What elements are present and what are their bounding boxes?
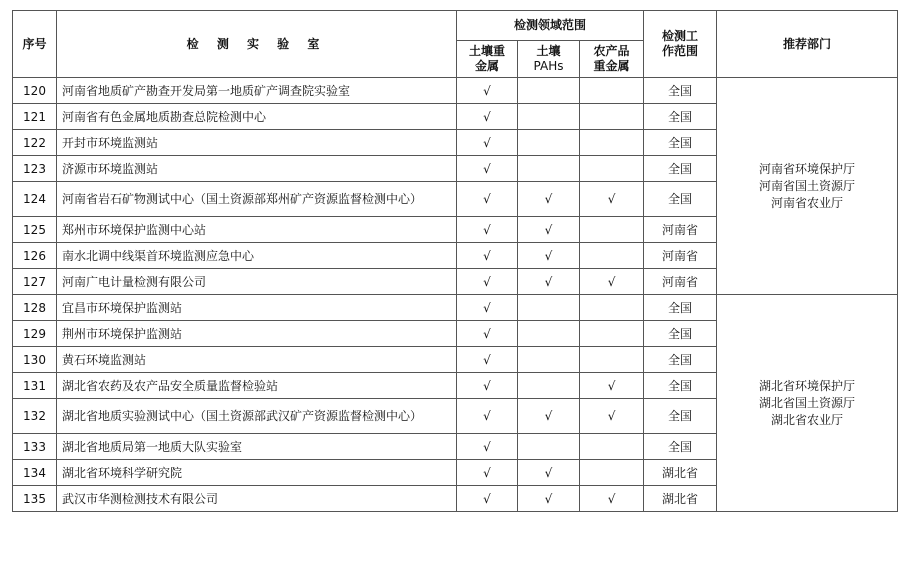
lab-name: 南水北调中线渠首环境监测应急中心: [57, 243, 457, 269]
row-number: 133: [13, 434, 57, 460]
header-lab: 检 测 实 验 室: [57, 11, 457, 78]
check-soil-metal-cell: √: [457, 486, 518, 512]
header-agri-metal: [580, 41, 644, 78]
table-row: [13, 295, 898, 321]
check-agri-cell: [580, 321, 644, 347]
check-agri-cell: [580, 104, 644, 130]
lab-name: 济源市环境监测站: [57, 156, 457, 182]
lab-name: 河南广电计量检测有限公司: [57, 269, 457, 295]
check-soil-metal-cell: √: [457, 243, 518, 269]
row-number: 121: [13, 104, 57, 130]
check-pahs-cell: √: [518, 460, 580, 486]
table-body: [13, 78, 898, 512]
work-scope: 河南省: [644, 217, 717, 243]
check-agri-cell: [580, 156, 644, 182]
check-agri-cell: [580, 130, 644, 156]
lab-name: 湖北省地质局第一地质大队实验室: [57, 434, 457, 460]
row-number: 123: [13, 156, 57, 182]
lab-name: 黄石环境监测站: [57, 347, 457, 373]
check-pahs-cell: √: [518, 182, 580, 217]
check-soil-metal-cell: √: [457, 78, 518, 104]
lab-name: 河南省岩石矿物测试中心（国土资源部郑州矿产资源监督检测中心）: [57, 182, 457, 217]
check-soil-metal-cell: √: [457, 399, 518, 434]
department-name: 河南省农业厅: [771, 195, 844, 210]
lab-name: 武汉市华测检测技术有限公司: [57, 486, 457, 512]
check-agri-cell: √: [580, 269, 644, 295]
check-pahs-cell: √: [518, 486, 580, 512]
check-agri-cell: [580, 460, 644, 486]
row-number: 124: [13, 182, 57, 217]
work-scope: 全国: [644, 434, 717, 460]
header-domain: 检测领域范围: [457, 11, 644, 41]
row-number: 135: [13, 486, 57, 512]
check-agri-cell: [580, 434, 644, 460]
check-soil-metal-cell: √: [457, 347, 518, 373]
work-scope: 全国: [644, 130, 717, 156]
check-soil-metal-cell: √: [457, 460, 518, 486]
check-soil-metal-cell: √: [457, 182, 518, 217]
check-pahs-cell: [518, 130, 580, 156]
work-scope: 全国: [644, 347, 717, 373]
header-scope: [644, 11, 717, 78]
check-pahs-cell: [518, 78, 580, 104]
table-row: [13, 78, 898, 104]
work-scope: 全国: [644, 182, 717, 217]
work-scope: 河南省: [644, 269, 717, 295]
row-number: 129: [13, 321, 57, 347]
header-soil-metal: [457, 41, 518, 78]
lab-name: 开封市环境监测站: [57, 130, 457, 156]
recommending-departments: [717, 295, 898, 512]
row-number: 134: [13, 460, 57, 486]
work-scope: 全国: [644, 104, 717, 130]
row-number: 120: [13, 78, 57, 104]
check-pahs-cell: [518, 295, 580, 321]
header-soil-pahs-line1: 土壤: [536, 44, 561, 58]
check-pahs-cell: √: [518, 399, 580, 434]
department-name: 湖北省农业厅: [771, 412, 844, 427]
header-scope-text: 检测工作范围: [662, 29, 699, 58]
check-soil-metal-cell: √: [457, 295, 518, 321]
check-agri-cell: [580, 295, 644, 321]
row-number: 130: [13, 347, 57, 373]
header-dept: 推荐部门: [717, 11, 898, 78]
check-pahs-cell: [518, 347, 580, 373]
check-pahs-cell: [518, 156, 580, 182]
check-pahs-cell: √: [518, 217, 580, 243]
check-agri-cell: [580, 78, 644, 104]
check-soil-metal-cell: √: [457, 156, 518, 182]
row-number: 122: [13, 130, 57, 156]
check-agri-cell: √: [580, 182, 644, 217]
lab-name: 湖北省农药及农产品安全质量监督检验站: [57, 373, 457, 399]
check-agri-cell: √: [580, 373, 644, 399]
lab-name: 郑州市环境保护监测中心站: [57, 217, 457, 243]
row-number: 128: [13, 295, 57, 321]
header-soil-pahs: [518, 41, 580, 78]
check-soil-metal-cell: √: [457, 321, 518, 347]
department-name: 湖北省环境保护厅: [759, 378, 856, 393]
check-agri-cell: √: [580, 486, 644, 512]
check-soil-metal-cell: √: [457, 104, 518, 130]
check-pahs-cell: √: [518, 243, 580, 269]
department-name: 河南省环境保护厅: [759, 161, 856, 176]
work-scope: 全国: [644, 373, 717, 399]
check-soil-metal-cell: √: [457, 130, 518, 156]
department-name: 河南省国土资源厅: [759, 178, 856, 193]
work-scope: 全国: [644, 399, 717, 434]
lab-name: 宜昌市环境保护监测站: [57, 295, 457, 321]
work-scope: 全国: [644, 156, 717, 182]
work-scope: 全国: [644, 78, 717, 104]
recommending-departments: [717, 78, 898, 295]
work-scope: 河南省: [644, 243, 717, 269]
work-scope: 全国: [644, 295, 717, 321]
table-header: [13, 11, 898, 78]
check-soil-metal-cell: √: [457, 269, 518, 295]
header-soil-pahs-line2: PAHs: [533, 59, 564, 73]
check-soil-metal-cell: √: [457, 373, 518, 399]
work-scope: 湖北省: [644, 460, 717, 486]
check-agri-cell: [580, 347, 644, 373]
header-agri-metal-text: 农产品重金属: [593, 44, 630, 73]
check-pahs-cell: [518, 104, 580, 130]
department-name: 湖北省国土资源厅: [759, 395, 856, 410]
work-scope: 全国: [644, 321, 717, 347]
work-scope: 湖北省: [644, 486, 717, 512]
check-pahs-cell: [518, 321, 580, 347]
header-soil-metal-text: 土壤重金属: [468, 44, 505, 73]
lab-name: 湖北省地质实验测试中心（国土资源部武汉矿产资源监督检测中心）: [57, 399, 457, 434]
check-soil-metal-cell: √: [457, 434, 518, 460]
lab-name: 河南省地质矿产勘查开发局第一地质矿产调查院实验室: [57, 78, 457, 104]
check-pahs-cell: √: [518, 269, 580, 295]
lab-name: 河南省有色金属地质勘查总院检测中心: [57, 104, 457, 130]
check-pahs-cell: [518, 373, 580, 399]
lab-name: 湖北省环境科学研究院: [57, 460, 457, 486]
header-seq: 序号: [13, 11, 57, 78]
check-agri-cell: [580, 243, 644, 269]
check-pahs-cell: [518, 434, 580, 460]
row-number: 131: [13, 373, 57, 399]
check-soil-metal-cell: √: [457, 217, 518, 243]
check-agri-cell: √: [580, 399, 644, 434]
row-number: 127: [13, 269, 57, 295]
check-agri-cell: [580, 217, 644, 243]
row-number: 126: [13, 243, 57, 269]
row-number: 125: [13, 217, 57, 243]
lab-name: 荆州市环境保护监测站: [57, 321, 457, 347]
row-number: 132: [13, 399, 57, 434]
laboratory-table: [12, 10, 898, 512]
